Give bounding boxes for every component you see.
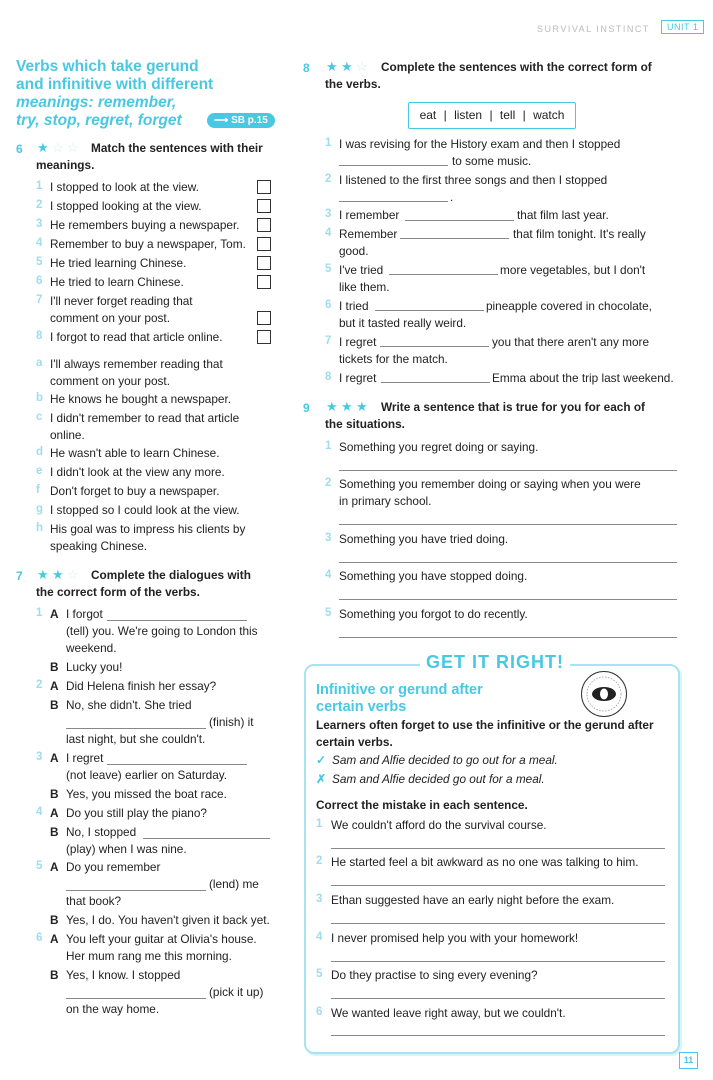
meaning-item: He knows he bought a newspaper.	[50, 392, 232, 406]
star-icon: ★	[356, 399, 368, 414]
sentence-item: I stopped to look at the view.	[50, 180, 199, 194]
situation-item: Something you remember doing or saying when you were	[339, 477, 641, 491]
dialogue-line: Yes, I know. I stopped	[66, 968, 181, 982]
mistake-sentence: We wanted leave right away, but we couldn't.	[331, 1006, 566, 1020]
answer-line[interactable]	[389, 274, 498, 275]
dialogue-line: Lucky you!	[66, 660, 123, 674]
item-number: 4	[36, 237, 43, 249]
sentence-item: I was revising for the History exam and then I stopped	[339, 137, 621, 151]
dialogue-line: (play) when I was nine.	[66, 842, 187, 856]
item-number: 7	[36, 294, 43, 306]
speaker-b: B	[50, 968, 59, 982]
sentence-item: I tried	[339, 299, 369, 313]
sentence-item: Remember to buy a newspaper, Tom.	[50, 237, 246, 251]
mistake-sentence: Do they practise to sing every evening?	[331, 968, 538, 982]
dialogue-line: I forgot	[66, 607, 103, 621]
meaning-letter: e	[36, 465, 43, 477]
sentence-item-cont: Emma about the trip last weekend.	[492, 371, 674, 385]
answer-line[interactable]	[66, 890, 206, 891]
star-icon: ★	[341, 59, 353, 74]
sentence-item: Remember	[339, 227, 398, 241]
speaker-a: A	[50, 751, 59, 765]
dialogue-line: (finish) it	[209, 715, 254, 729]
item-number: 1	[36, 180, 43, 192]
meaning-item: I'll always remember reading that	[50, 357, 223, 371]
situation-item: Something you have stopped doing.	[339, 569, 528, 583]
item-number: 3	[325, 208, 332, 220]
item-number: 6	[325, 299, 332, 311]
dialogue-line: (lend) me	[209, 877, 259, 891]
item-number: 8	[36, 330, 43, 342]
dialogue-number: 2	[36, 679, 43, 691]
intro-text: Learners often forget to use the infinitive or the gerund after	[316, 718, 654, 732]
dialogue-line: (not leave) earlier on Saturday.	[66, 768, 228, 782]
sentence-item: I regret	[339, 335, 377, 349]
dialogue-line: Do you remember	[66, 860, 161, 874]
sentence-item-cont: like them.	[339, 280, 390, 294]
answer-box[interactable]	[257, 275, 271, 289]
item-number: 6	[316, 1006, 323, 1018]
sentence-item-cont: comment on your post.	[50, 311, 170, 325]
dialogue-line: Do you still play the piano?	[66, 806, 207, 820]
meaning-letter: g	[36, 503, 44, 515]
answer-line[interactable]	[107, 764, 247, 765]
word-option: eat	[419, 108, 437, 122]
dialogue-line: (tell) you. We're going to London this	[66, 624, 258, 638]
dialogue-number: 6	[36, 932, 43, 944]
mistake-sentence: He started feel a bit awkward as no one was talking to him.	[331, 855, 639, 869]
dialogue-number: 3	[36, 751, 43, 763]
speaker-b: B	[50, 660, 59, 674]
item-number: 4	[316, 931, 323, 943]
answer-line[interactable]	[66, 998, 206, 999]
answer-line[interactable]	[339, 201, 448, 202]
answer-line[interactable]	[331, 998, 665, 999]
dialogue-line: I regret	[66, 751, 104, 765]
answer-line[interactable]	[331, 1035, 665, 1036]
sentence-item-cont: to some music.	[452, 154, 532, 168]
item-number: 2	[36, 199, 43, 211]
situation-item-cont: in primary school.	[339, 494, 432, 508]
mistake-sentence: We couldn't afford do the survival course.	[331, 818, 547, 832]
answer-line[interactable]	[375, 310, 484, 311]
answer-line[interactable]	[339, 637, 677, 638]
answer-line[interactable]	[400, 238, 509, 239]
sentence-item-cont: that film last year.	[517, 208, 609, 222]
star-empty-icon: ☆	[52, 140, 64, 155]
sentence-item: I stopped looking at the view.	[50, 199, 202, 213]
star-empty-icon: ☆	[356, 59, 368, 74]
word-option: watch	[533, 108, 565, 122]
sentence-item: I remember	[339, 208, 400, 222]
sentence-item-cont: good.	[339, 244, 369, 258]
speaker-a: A	[50, 860, 59, 874]
speaker-a: A	[50, 679, 59, 693]
answer-line[interactable]	[107, 620, 247, 621]
exercise-8-instruction-cont: the verbs.	[325, 77, 381, 91]
cambridge-corpus-logo	[581, 671, 627, 717]
speaker-b: B	[50, 825, 59, 839]
answer-box[interactable]	[257, 237, 271, 251]
grammar-title: Verbs which take gerund and infinitive with different meanings: remember, try, stop, regret, forget	[16, 58, 214, 129]
dialogue-line: Yes, I do. You haven't given it back yet.	[66, 913, 270, 927]
page-number: 11	[679, 1052, 698, 1069]
answer-line[interactable]	[405, 220, 514, 221]
answer-box[interactable]	[257, 180, 271, 194]
answer-line[interactable]	[143, 838, 270, 839]
sentence-item: I've tried	[339, 263, 384, 277]
check-icon: ✓	[316, 753, 327, 767]
exercise-6-number: 6	[16, 142, 23, 156]
speaker-a: A	[50, 607, 59, 621]
item-number: 5	[325, 607, 332, 619]
speaker-b: B	[50, 698, 59, 712]
exercise-7-instruction: Complete the dialogues with	[91, 568, 251, 582]
star-icon: ★	[326, 399, 338, 414]
dialogue-line: on the way home.	[66, 1002, 160, 1016]
item-number: 8	[325, 371, 332, 383]
item-number: 1	[316, 818, 323, 830]
meaning-letter: c	[36, 411, 43, 423]
answer-line[interactable]	[339, 599, 677, 600]
word-option: listen	[454, 108, 483, 122]
dialogue-line: Yes, you missed the boat race.	[66, 787, 227, 801]
sentence-item: I'll never forget reading that	[50, 294, 193, 308]
word-box: eat | listen | tell | watch	[408, 102, 576, 129]
exercise-9-number: 9	[303, 401, 310, 415]
sentence-item-cont: more vegetables, but I don't	[500, 263, 646, 277]
sentence-item-cont: but it tasted really weird.	[339, 316, 467, 330]
speaker-a: A	[50, 806, 59, 820]
intro-text-cont: certain verbs.	[316, 735, 393, 749]
sentence-item: He remembers buying a newspaper.	[50, 218, 240, 232]
item-number: 5	[325, 263, 332, 275]
dialogue-line: that book?	[66, 894, 122, 908]
dialogue-line: Her mum rang me this morning.	[66, 949, 232, 963]
unit-title: SURVIVAL INSTINCT	[537, 24, 650, 34]
dialogue-number: 5	[36, 860, 43, 872]
item-number: 6	[36, 275, 43, 287]
meaning-item: I stopped so I could look at the view.	[50, 503, 240, 517]
answer-line[interactable]	[331, 961, 665, 962]
meaning-letter: d	[36, 446, 44, 458]
meaning-item: Don't forget to buy a newspaper.	[50, 484, 220, 498]
exercise-7-instruction-cont: the correct form of the verbs.	[36, 585, 200, 599]
answer-line[interactable]	[331, 885, 665, 886]
answer-line[interactable]	[66, 728, 206, 729]
answer-line[interactable]	[339, 524, 677, 525]
answer-line[interactable]	[380, 346, 489, 347]
answer-line[interactable]	[331, 848, 665, 849]
meaning-letter: h	[36, 522, 44, 534]
item-number: 3	[36, 218, 43, 230]
meaning-item-cont: comment on your post.	[50, 374, 170, 388]
item-number: 2	[325, 173, 332, 185]
answer-line[interactable]	[339, 470, 677, 471]
item-number: 5	[36, 256, 43, 268]
sentence-item: He tried learning Chinese.	[50, 256, 187, 270]
dialogue-line: (pick it up)	[209, 985, 264, 999]
meaning-letter: b	[36, 392, 44, 404]
meaning-item: I didn't remember to read that article	[50, 411, 240, 425]
word-option: tell	[499, 108, 516, 122]
answer-line[interactable]	[381, 382, 490, 383]
answer-line[interactable]	[331, 923, 665, 924]
sentence-item: I regret	[339, 371, 377, 385]
item-number: 2	[316, 855, 323, 867]
item-number: 1	[325, 440, 332, 452]
dialogue-number: 4	[36, 806, 43, 818]
item-number: 4	[325, 569, 332, 581]
exercise-8-instruction: Complete the sentences with the correct form of	[381, 60, 652, 74]
mistake-sentence: I never promised help you with your homework!	[331, 931, 579, 945]
dialogue-line: No, I stopped	[66, 825, 137, 839]
sentence-item: He tried to learn Chinese.	[50, 275, 184, 289]
answer-box[interactable]	[257, 218, 271, 232]
star-icon: ★	[52, 567, 64, 582]
speaker-a: A	[50, 932, 59, 946]
answer-line[interactable]	[339, 562, 677, 563]
exercise-7-number: 7	[16, 569, 23, 583]
meaning-item: His goal was to impress his clients by	[50, 522, 246, 536]
meaning-item: He wasn't able to learn Chinese.	[50, 446, 220, 460]
item-number: 5	[316, 968, 323, 980]
item-number: 7	[325, 335, 332, 347]
wrong-example: Sam and Alfie decided go out for a meal.	[332, 772, 545, 786]
star-empty-icon: ☆	[67, 567, 79, 582]
star-icon: ★	[341, 399, 353, 414]
eye-icon	[582, 672, 626, 716]
sentence-item-cont: that film tonight. It's really	[513, 227, 646, 241]
speaker-b: B	[50, 787, 59, 801]
meaning-letter: f	[36, 484, 40, 496]
dialogue-number: 1	[36, 607, 43, 619]
item-number: 3	[325, 532, 332, 544]
unit-badge: UNIT 1	[661, 20, 704, 34]
speaker-b: B	[50, 913, 59, 927]
sentence-item-cont: pineapple covered in chocolate,	[486, 299, 652, 313]
correct-example: Sam and Alfie decided to go out for a meal.	[332, 753, 558, 767]
meaning-item-cont: speaking Chinese.	[50, 539, 148, 553]
exercise-8-number: 8	[303, 61, 310, 75]
star-icon: ★	[37, 140, 49, 155]
meaning-letter: a	[36, 357, 43, 369]
star-icon: ★	[326, 59, 338, 74]
exercise-9-instruction-cont: the situations.	[325, 417, 405, 431]
answer-box[interactable]	[257, 199, 271, 213]
exercise-6-instruction-cont: meanings.	[36, 158, 95, 172]
dialogue-line: Did Helena finish her essay?	[66, 679, 217, 693]
sentence-item: I forgot to read that article online.	[50, 330, 223, 344]
mistake-sentence: Ethan suggested have an early night before the exam.	[331, 893, 615, 907]
star-empty-icon: ☆	[67, 140, 79, 155]
situation-item: Something you have tried doing.	[339, 532, 509, 546]
item-number: 1	[325, 137, 332, 149]
exercise-9-instruction: Write a sentence that is true for you for each of	[381, 400, 645, 414]
sb-reference-badge: ⟶ SB p.15	[207, 113, 275, 128]
meaning-item-cont: online.	[50, 428, 85, 442]
dialogue-line: You left your guitar at Olivia's house.	[66, 932, 257, 946]
dialogue-line: No, she didn't. She tried	[66, 698, 192, 712]
star-icon: ★	[37, 567, 49, 582]
cross-icon: ✗	[316, 772, 327, 786]
item-number: 4	[325, 227, 332, 239]
situation-item: Something you forgot to do recently.	[339, 607, 528, 621]
get-it-right-banner: GET IT RIGHT!	[420, 652, 570, 673]
answer-box[interactable]	[257, 330, 271, 344]
answer-box[interactable]	[257, 256, 271, 270]
dialogue-line: last night, but she couldn't.	[66, 732, 206, 746]
dialogue-line: weekend.	[66, 641, 117, 655]
item-number: 2	[325, 477, 332, 489]
exercise-6-instruction: Match the sentences with their	[91, 141, 263, 155]
get-it-right-title: Infinitive or gerund after certain verbs	[316, 682, 483, 715]
sentence-item-cont: .	[450, 190, 454, 204]
situation-item: Something you regret doing or saying.	[339, 440, 539, 454]
task-instruction: Correct the mistake in each sentence.	[316, 798, 528, 812]
answer-box[interactable]	[257, 311, 271, 325]
sentence-item-cont: tickets for the match.	[339, 352, 448, 366]
item-number: 3	[316, 893, 323, 905]
sentence-item-cont: you that there aren't any more	[492, 335, 650, 349]
answer-line[interactable]	[339, 165, 448, 166]
meaning-item: I didn't look at the view any more.	[50, 465, 225, 479]
sentence-item: I listened to the first three songs and then I stopped	[339, 173, 608, 187]
arrow-icon: ⟶	[214, 115, 229, 126]
